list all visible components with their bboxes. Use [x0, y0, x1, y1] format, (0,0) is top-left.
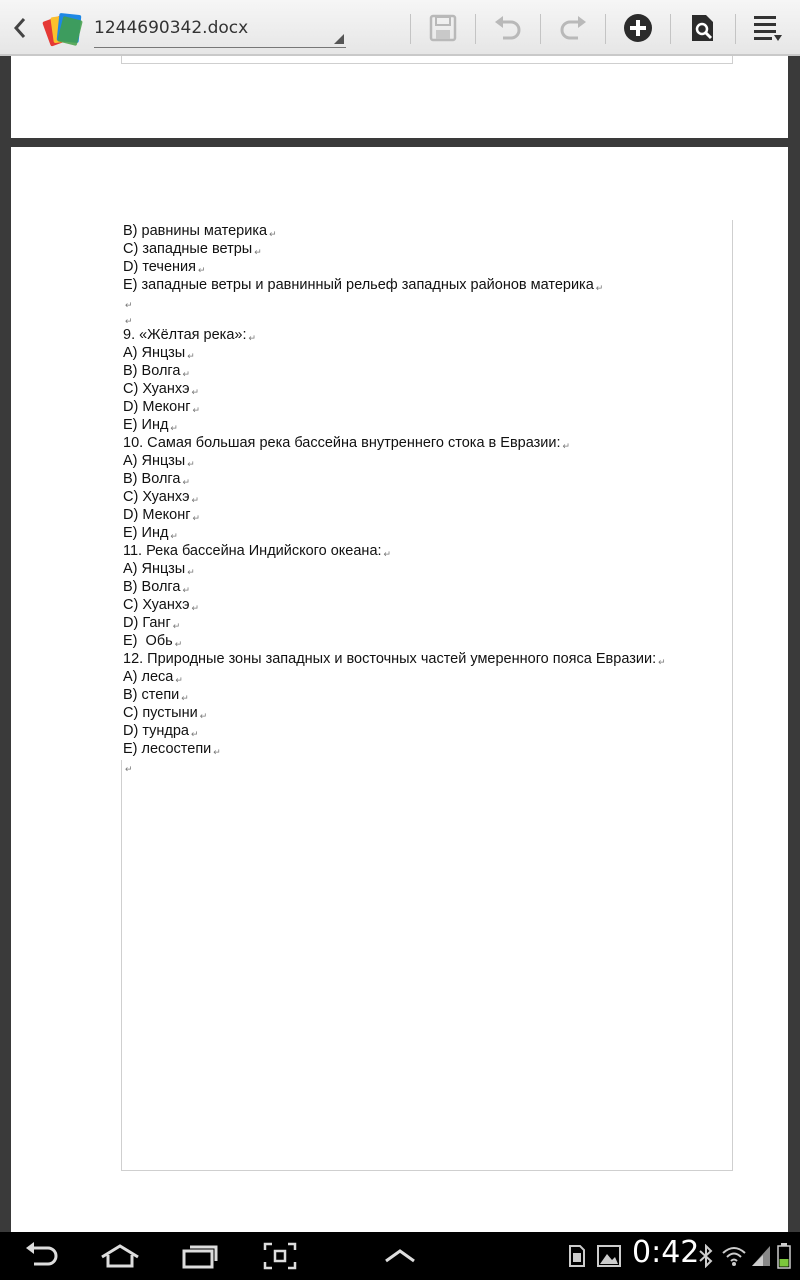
paragraph-mark-icon: ↵ — [254, 247, 262, 257]
paragraph-mark-icon: ↵ — [187, 459, 195, 469]
line-text: 11. Река бассейна Индийского океана: — [123, 543, 382, 559]
paragraph-mark-icon: ↵ — [172, 621, 181, 631]
line-text: B) степи — [123, 687, 180, 703]
paragraph-mark-icon: ↵ — [182, 369, 190, 379]
line-text: B) равнины материка — [123, 223, 268, 239]
app-toolbar — [0, 0, 800, 56]
redo-icon — [558, 14, 588, 42]
dropdown-triangle-icon — [334, 34, 344, 44]
redo-button[interactable] — [548, 0, 598, 56]
sd-card-icon — [568, 1244, 586, 1268]
system-expand-button[interactable] — [376, 1232, 424, 1280]
home-icon — [99, 1243, 141, 1269]
document-line — [123, 722, 723, 740]
paragraph-mark-icon: ↵ — [191, 495, 200, 505]
paragraph-mark-icon: ↵ — [192, 513, 201, 523]
line-text: E) Инд — [123, 417, 169, 433]
paragraph-mark-icon: ↵ — [190, 729, 199, 739]
previous-page — [11, 56, 788, 138]
document-line — [123, 488, 723, 506]
document-line — [123, 240, 723, 258]
paragraph-mark-icon: ↵ — [383, 549, 392, 559]
back-arrow-icon — [24, 1242, 60, 1270]
plus-circle-icon — [623, 13, 653, 43]
paragraph-mark-icon: ↵ — [248, 333, 257, 343]
paragraph-mark-icon: ↵ — [181, 693, 189, 703]
document-line — [123, 758, 723, 774]
paragraph-mark-icon: ↵ — [125, 300, 133, 310]
line-text: E) лесостепи — [123, 741, 212, 757]
chevron-up-icon — [384, 1248, 416, 1264]
signal-icon — [751, 1245, 771, 1267]
document-line — [123, 276, 723, 294]
paragraph-mark-icon: ↵ — [192, 405, 201, 415]
line-text: C) Хуанхэ — [123, 381, 190, 397]
system-bar — [0, 1232, 800, 1280]
toolbar-divider — [540, 14, 541, 44]
paragraph-mark-icon: ↵ — [174, 639, 183, 649]
system-recent-apps-button[interactable] — [176, 1232, 224, 1280]
paragraph-mark-icon: ↵ — [187, 351, 195, 361]
paragraph-mark-icon: ↵ — [175, 675, 183, 685]
line-text: E) Обь — [123, 633, 173, 649]
toolbar-divider — [735, 14, 736, 44]
signal-status — [750, 1232, 772, 1280]
line-text: E) западные ветры и равнинный рельеф западных районов материка — [123, 277, 594, 293]
paragraph-mark-icon: ↵ — [187, 567, 195, 577]
screenshot-icon — [263, 1242, 297, 1270]
line-text: C) пустыни — [123, 705, 198, 721]
toolbar-divider — [475, 14, 476, 44]
document-line — [123, 524, 723, 542]
document-line — [123, 310, 723, 326]
line-text: E) Инд — [123, 525, 169, 541]
menu-button[interactable] — [743, 0, 793, 56]
paragraph-mark-icon: ↵ — [182, 585, 190, 595]
paragraph-mark-icon: ↵ — [170, 423, 178, 433]
document-page[interactable] — [11, 147, 788, 1232]
document-line — [123, 668, 723, 686]
line-text: C) Хуанхэ — [123, 597, 190, 613]
toolbar-divider — [605, 14, 606, 44]
save-icon — [429, 14, 457, 42]
recent-apps-icon — [182, 1243, 218, 1269]
paragraph-mark-icon: ↵ — [125, 316, 133, 326]
document-line — [123, 704, 723, 722]
paragraph-mark-icon: ↵ — [595, 283, 604, 293]
toolbar-divider — [410, 14, 411, 44]
line-text: A) Янцзы — [123, 561, 186, 577]
chevron-left-icon — [12, 16, 28, 40]
document-line — [123, 434, 723, 452]
document-title: 1244690342.docx — [94, 18, 249, 38]
document-line — [123, 686, 723, 704]
line-text: B) Волга — [123, 363, 181, 379]
document-line — [123, 632, 723, 650]
bluetooth-status — [696, 1232, 716, 1280]
document-line — [123, 222, 723, 240]
paragraph-mark-icon: ↵ — [199, 711, 208, 721]
line-text: A) леса — [123, 669, 174, 685]
document-line — [123, 380, 723, 398]
document-line — [123, 578, 723, 596]
wifi-icon — [721, 1245, 747, 1267]
paragraph-mark-icon: ↵ — [562, 441, 571, 451]
status-clock: 0:42 — [632, 1235, 700, 1270]
save-button[interactable] — [418, 0, 468, 56]
line-text: A) Янцзы — [123, 345, 186, 361]
paragraph-mark-icon: ↵ — [191, 387, 200, 397]
bluetooth-icon — [698, 1244, 714, 1268]
undo-button[interactable] — [483, 0, 533, 56]
document-line — [123, 542, 723, 560]
system-home-button[interactable] — [96, 1232, 144, 1280]
document-line — [123, 740, 723, 758]
line-text: 10. Самая большая река бассейна внутреннего стока в Евразии: — [123, 435, 561, 451]
line-text: D) тундра — [123, 723, 189, 739]
paragraph-mark-icon: ↵ — [125, 764, 133, 774]
line-text: B) Волга — [123, 579, 181, 595]
line-text: D) Меконг — [123, 507, 191, 523]
document-line — [123, 650, 723, 668]
document-line — [123, 294, 723, 310]
undo-icon — [493, 14, 523, 42]
menu-icon — [752, 13, 784, 43]
document-title-dropdown[interactable] — [94, 14, 346, 48]
line-text: B) Волга — [123, 471, 181, 487]
back-button[interactable] — [6, 0, 34, 56]
text-frame-border — [121, 760, 122, 1171]
system-screenshot-button[interactable] — [256, 1232, 304, 1280]
document-line — [123, 560, 723, 578]
toolbar-divider — [670, 14, 671, 44]
document-line — [123, 258, 723, 276]
battery-icon — [777, 1243, 791, 1269]
document-viewport[interactable] — [0, 56, 800, 1232]
document-text[interactable] — [123, 222, 723, 774]
document-line — [123, 596, 723, 614]
paragraph-mark-icon: ↵ — [269, 229, 277, 239]
line-text: D) течения — [123, 259, 196, 275]
document-search-icon — [689, 13, 717, 43]
document-line — [123, 470, 723, 488]
document-line — [123, 362, 723, 380]
line-text: A) Янцзы — [123, 453, 186, 469]
image-icon — [597, 1245, 621, 1267]
document-line — [123, 614, 723, 632]
line-text: D) Меконг — [123, 399, 191, 415]
line-text: D) Ганг — [123, 615, 171, 631]
add-button[interactable] — [613, 0, 663, 56]
wifi-status — [720, 1232, 748, 1280]
line-text: 12. Природные зоны западных и восточных частей умеренного пояса Евразии: — [123, 651, 657, 667]
sd-card-status — [566, 1232, 588, 1280]
text-frame — [121, 56, 733, 64]
document-line — [123, 398, 723, 416]
document-line — [123, 416, 723, 434]
system-back-button[interactable] — [18, 1232, 66, 1280]
paragraph-mark-icon: ↵ — [191, 603, 200, 613]
line-text: 9. «Жёлтая река»: — [123, 327, 247, 343]
image-status — [596, 1232, 622, 1280]
battery-status — [774, 1232, 794, 1280]
app-logo-icon — [40, 8, 86, 48]
document-line — [123, 326, 723, 344]
paragraph-mark-icon: ↵ — [197, 265, 206, 275]
find-in-document-button[interactable] — [678, 0, 728, 56]
paragraph-mark-icon: ↵ — [213, 747, 221, 757]
paragraph-mark-icon: ↵ — [170, 531, 178, 541]
paragraph-mark-icon: ↵ — [182, 477, 190, 487]
document-line — [123, 506, 723, 524]
line-text: C) западные ветры — [123, 241, 253, 257]
document-line — [123, 344, 723, 362]
line-text: C) Хуанхэ — [123, 489, 190, 505]
document-line — [123, 452, 723, 470]
paragraph-mark-icon: ↵ — [658, 657, 666, 667]
app-logo[interactable] — [38, 0, 88, 56]
